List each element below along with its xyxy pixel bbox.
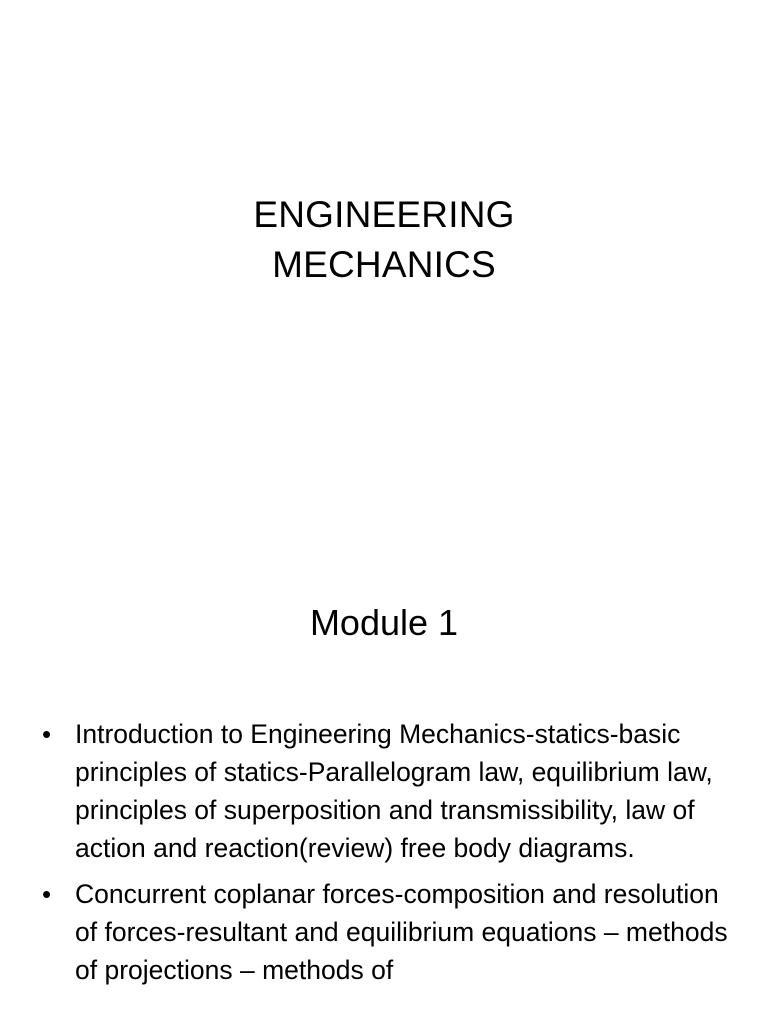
slide-title-line-2: MECHANICS (272, 244, 496, 285)
bullet-item (40, 715, 740, 867)
module-heading: Module 1 (309, 602, 459, 643)
bullet-dot-icon: • (42, 719, 52, 749)
bullet-item (40, 875, 740, 989)
bullet-text: Concurrent coplanar forces-composition and resolution of forces-resultant and equilibrium equations – methods of projections – methods of (75, 879, 728, 985)
bullet-text: Introduction to Engineering Mechanics-statics-basic principles of statics-Parallelogram law, equilibrium law, principles of superposition and transmissibility, law of action and reaction(review) free body diagrams. (75, 719, 713, 863)
bullet-list (40, 715, 740, 997)
slide-title (0, 190, 768, 290)
bullet-dot-icon: • (42, 879, 52, 909)
slide-title-line-1: ENGINEERING (253, 194, 515, 235)
